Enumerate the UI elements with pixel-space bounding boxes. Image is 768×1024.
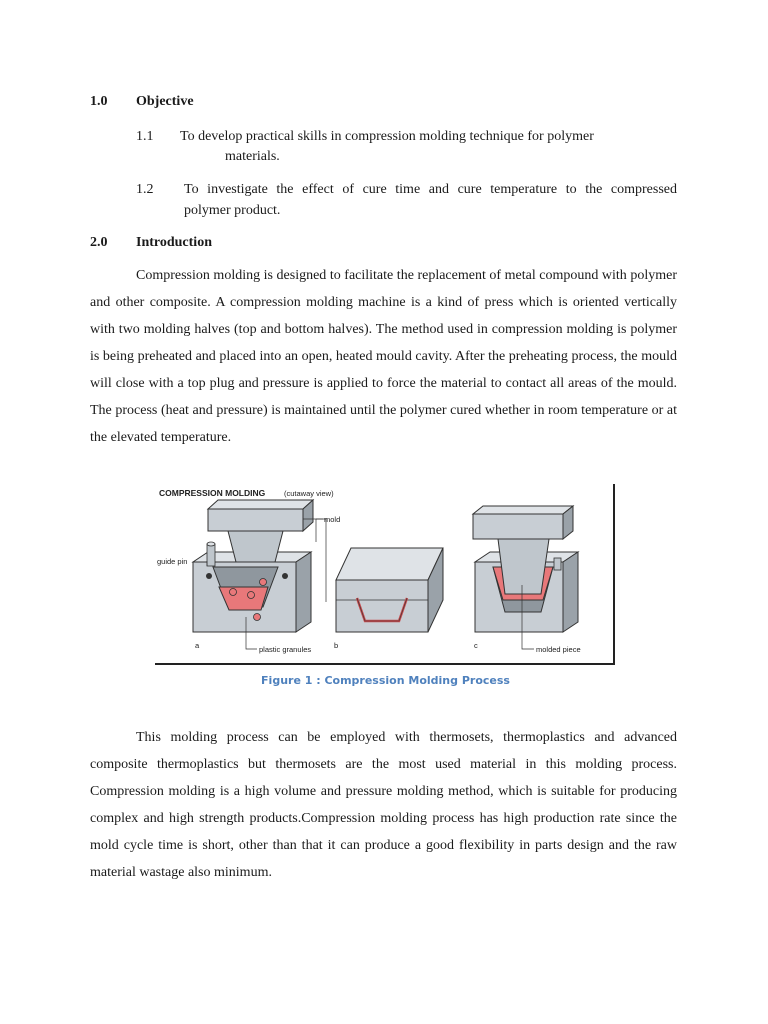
compression-molding-diagram — [153, 482, 618, 670]
objective-item-text-2: To investigate the effect of cure time and cure temperature to the compressed — [184, 182, 677, 197]
section-number-objective: 1.0 — [90, 94, 108, 109]
figure-caption: Figure 1 : Compression Molding Process — [261, 674, 510, 687]
section-title-objective: Objective — [136, 94, 194, 109]
compression-molding-figure — [153, 482, 618, 670]
label-guide-pin: guide pin — [157, 557, 188, 566]
label-stage-a: a — [195, 641, 200, 650]
stage-a-open-mold — [193, 500, 313, 632]
figure-title: COMPRESSION MOLDING — [159, 488, 266, 498]
stage-b-closed-mold — [336, 548, 443, 632]
introduction-paragraph-1: Compression molding is designed to facilitate the replacement of metal compound with polymer and other composite. A compression molding machine is a kind of press which is oriented vertically with two molding halves (top and bottom halves). The method used in compression molding is polymer is being preheated and placed into an open, heated mould cavity. After the preheating process, the mould will close with a top plug and pressure is applied to force the material to contact all areas of the mould. The process (heat and pressure) is maintained until the polymer cured whether in room temperature or at the elevated temperature. — [90, 268, 677, 445]
label-molded-piece: molded piece — [536, 645, 581, 654]
introduction-paragraph-2: This molding process can be employed with thermosets, thermoplastics and advanced composite thermoplastics but thermosets are the most used material in this molding process. Compression molding is a high volume and pressure molding method, which is suitable for producing complex and high strength products.Compression molding process has high production rate since the mold cycle time is short, other than that it can produce a good flexibility in parts design and the raw material wastage also minimum. — [90, 730, 677, 880]
section-title-introduction: Introduction — [136, 235, 212, 250]
figure-subtitle: (cutaway view) — [284, 489, 334, 498]
objective-item-text-1-cont: materials. — [225, 149, 280, 164]
label-stage-c: c — [474, 641, 478, 650]
objective-item-number-2: 1.2 — [136, 182, 154, 197]
objective-item-text-2-cont: polymer product. — [184, 203, 281, 218]
label-plastic-granules: plastic granules — [259, 645, 312, 654]
section-number-introduction: 2.0 — [90, 235, 108, 250]
label-stage-b: b — [334, 641, 339, 650]
objective-item-text-1: To develop practical skills in compression molding technique for polymer — [180, 129, 594, 144]
label-mold: mold — [324, 515, 341, 524]
stage-c-pressed-mold — [473, 506, 578, 632]
objective-item-number-1: 1.1 — [136, 129, 154, 144]
